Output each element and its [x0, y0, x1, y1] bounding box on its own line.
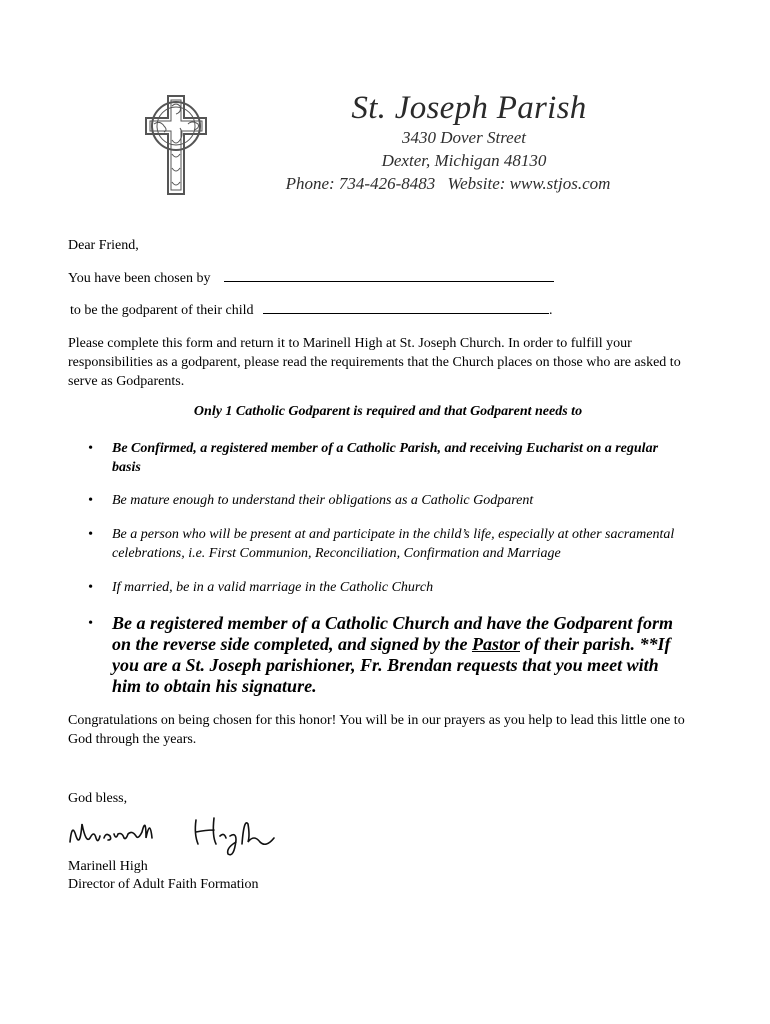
requirement-text: Be a person who will be present at and participate in the child’s life, especially at other sacramental celebrations, i.e. First Communion, Reconciliation, Confirmation and Marriage [112, 527, 675, 561]
parish-contact [238, 174, 658, 194]
child-name-blank[interactable] [263, 301, 549, 314]
parish-phone: Phone: 734-426-8483 [285, 174, 436, 193]
signer-name: Marinell High [68, 859, 148, 874]
bullet-icon: • [88, 580, 93, 595]
parish-name: St. Joseph Parish [351, 90, 587, 126]
bullet-icon: • [88, 527, 93, 542]
requirement-text: Be mature enough to understand their obligations as a Catholic Godparent [112, 493, 534, 508]
bullet-icon: • [88, 441, 93, 456]
requirement-heading: Only 1 Catholic Godparent is required and that Godparent needs to [193, 404, 583, 419]
requirement-text: If married, be in a valid marriage in the Catholic Church [112, 580, 434, 595]
congratulations-paragraph: Congratulations on being chosen for this honor! You will be in our prayers as you help to lead this little one to God through the years. [68, 713, 685, 747]
requirement-text: Be Confirmed, a registered member of a Catholic Parish, and receiving Eucharist on a regular basis [112, 441, 659, 475]
parish-street: 3430 Dover Street [401, 128, 526, 147]
godparent-of-line [70, 301, 710, 320]
chosen-by-label: You have been chosen by [68, 271, 211, 286]
requirement-text-part: Be a registered member of a Catholic Church and have the Godparent form on the reverse side completed, and signed by the [112, 613, 674, 654]
greeting: Dear Friend, [68, 238, 139, 253]
bullet-icon: • [88, 616, 93, 631]
godparent-of-label: to be the godparent of their child [70, 303, 254, 318]
parish-city: Dexter, Michigan 48130 [381, 151, 547, 170]
requirement-text-part: of their parish. **If you are a St. Joseph parishioner, Fr. Brendan requests that you meet with him to obtain his signature. [112, 634, 671, 696]
closing: God bless, [68, 791, 128, 806]
period: . [549, 303, 553, 318]
parish-website: Website: www.stjos.com [447, 174, 611, 193]
celtic-cross-icon [128, 94, 224, 198]
signature-image [66, 808, 286, 864]
signer-title: Director of Adult Faith Formation [68, 877, 259, 892]
chosen-by-line [68, 269, 708, 288]
bullet-icon: • [88, 493, 93, 508]
requirement-text [112, 613, 688, 697]
letterhead [128, 90, 648, 200]
parent-name-blank[interactable] [224, 269, 554, 282]
pastor-word: Pastor [471, 634, 520, 654]
intro-paragraph: Please complete this form and return it to Marinell High at St. Joseph Church. In order to fulfill your responsibilities as a godparent, please read the requirements that the Church places on those who are asked to serve as Godparents. [68, 336, 681, 389]
